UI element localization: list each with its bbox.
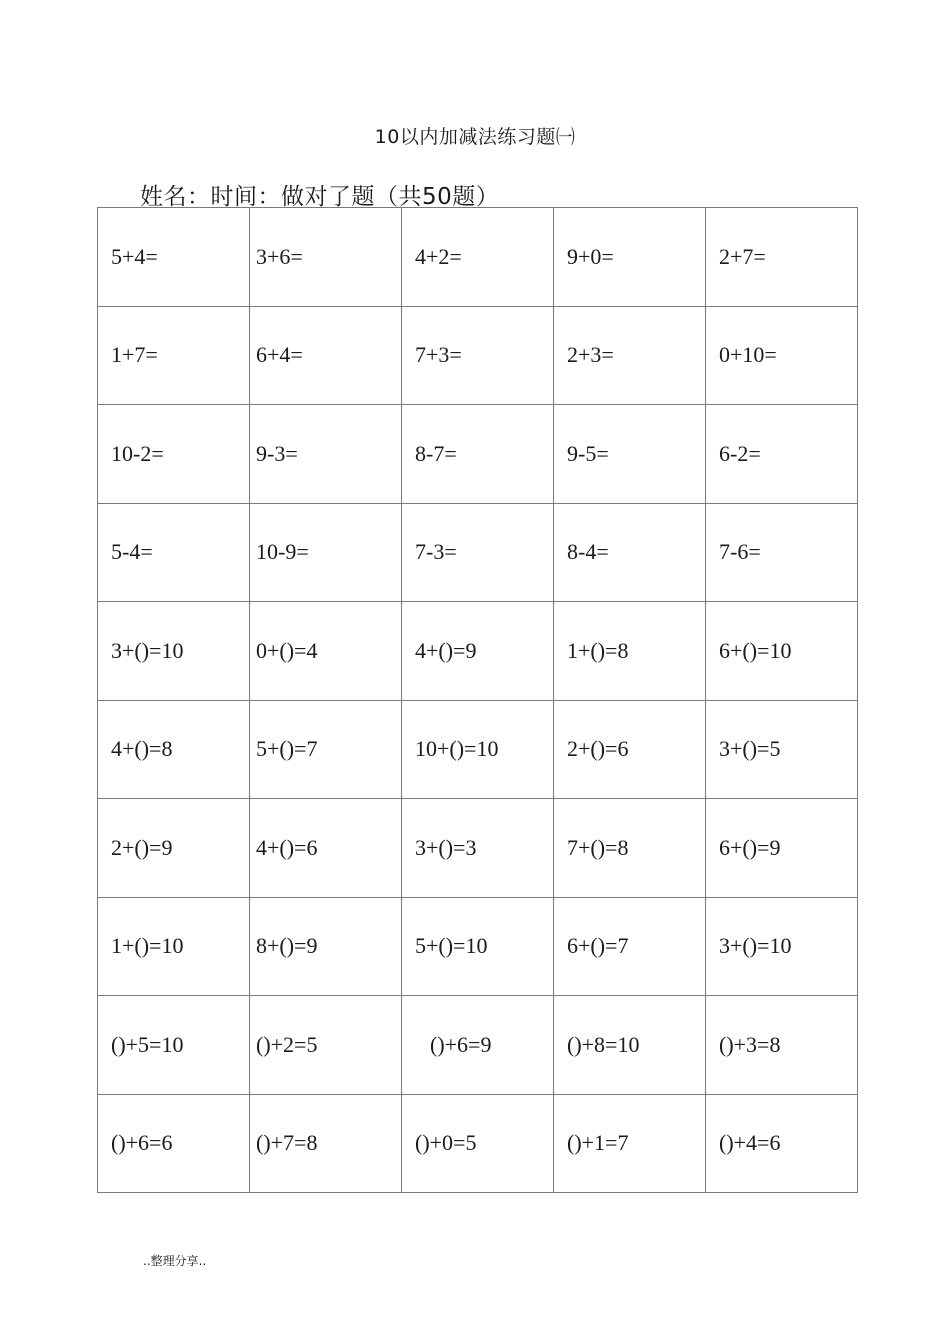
exercise-cell: 6+()=9 — [706, 799, 858, 898]
exercise-cell: ()+3=8 — [706, 996, 858, 1095]
exercise-cell: ()+0=5 — [402, 1094, 554, 1193]
exercise-cell: 7+3= — [402, 306, 554, 405]
table-row — [98, 602, 858, 701]
exercise-cell: 2+()=6 — [554, 700, 706, 799]
exercise-cell: 10+()=10 — [402, 700, 554, 799]
exercise-cell: 10-2= — [98, 405, 250, 504]
exercise-cell: 6+()=7 — [554, 897, 706, 996]
exercise-cell: ()+2=5 — [250, 996, 402, 1095]
exercise-cell: 2+()=9 — [98, 799, 250, 898]
table-row — [98, 306, 858, 405]
exercise-cell: 8-4= — [554, 503, 706, 602]
exercise-cell: 2+3= — [554, 306, 706, 405]
exercise-cell: 3+()=10 — [706, 897, 858, 996]
exercise-cell: 7+()=8 — [554, 799, 706, 898]
exercise-cell: 8+()=9 — [250, 897, 402, 996]
table-row — [98, 405, 858, 504]
table-row — [98, 700, 858, 799]
exercise-cell: ()+4=6 — [706, 1094, 858, 1193]
exercise-cell: 3+()=5 — [706, 700, 858, 799]
table-row — [98, 503, 858, 602]
exercise-cell: ()+6=6 — [98, 1094, 250, 1193]
exercise-cell: 1+()=10 — [98, 897, 250, 996]
exercise-cell: 4+()=6 — [250, 799, 402, 898]
exercise-cell: 6+4= — [250, 306, 402, 405]
exercise-cell: ()+1=7 — [554, 1094, 706, 1193]
exercise-cell: 8-7= — [402, 405, 554, 504]
exercise-cell: 3+6= — [250, 208, 402, 307]
table-row — [98, 799, 858, 898]
exercise-cell: 5+()=7 — [250, 700, 402, 799]
exercise-cell: 9+0= — [554, 208, 706, 307]
worksheet-title: 10以内加减法练习题㈠ — [374, 126, 576, 148]
exercise-cell: 10-9= — [250, 503, 402, 602]
exercise-cell: 6+()=10 — [706, 602, 858, 701]
exercise-cell: 9-3= — [250, 405, 402, 504]
exercise-cell: 7-3= — [402, 503, 554, 602]
exercise-cell: ()+5=10 — [98, 996, 250, 1095]
exercise-cell: 3+()=10 — [98, 602, 250, 701]
exercise-cell: 9-5= — [554, 405, 706, 504]
exercise-cell: ()+7=8 — [250, 1094, 402, 1193]
exercise-cell: 0+()=4 — [250, 602, 402, 701]
table-row — [98, 1094, 858, 1193]
exercise-table — [97, 207, 858, 1193]
exercise-cell: 4+()=9 — [402, 602, 554, 701]
exercise-cell: 4+()=8 — [98, 700, 250, 799]
footer-note: ..整理分享.. — [143, 1254, 207, 1268]
exercise-cell: 5-4= — [98, 503, 250, 602]
exercise-cell: 2+7= — [706, 208, 858, 307]
exercise-cell: 1+()=8 — [554, 602, 706, 701]
exercise-cell: 3+()=3 — [402, 799, 554, 898]
table-row — [98, 208, 858, 307]
exercise-cell: ()+6=9 — [402, 996, 554, 1095]
student-info-line: 姓名：时间：做对了题（共50题） — [140, 184, 500, 210]
table-row — [98, 996, 858, 1095]
exercise-cell: 7-6= — [706, 503, 858, 602]
exercise-cell: 0+10= — [706, 306, 858, 405]
exercise-cell: 1+7= — [98, 306, 250, 405]
exercise-cell: 5+4= — [98, 208, 250, 307]
table-row — [98, 897, 858, 996]
exercise-cell: 5+()=10 — [402, 897, 554, 996]
exercise-cell: ()+8=10 — [554, 996, 706, 1095]
exercise-cell: 4+2= — [402, 208, 554, 307]
exercise-cell: 6-2= — [706, 405, 858, 504]
